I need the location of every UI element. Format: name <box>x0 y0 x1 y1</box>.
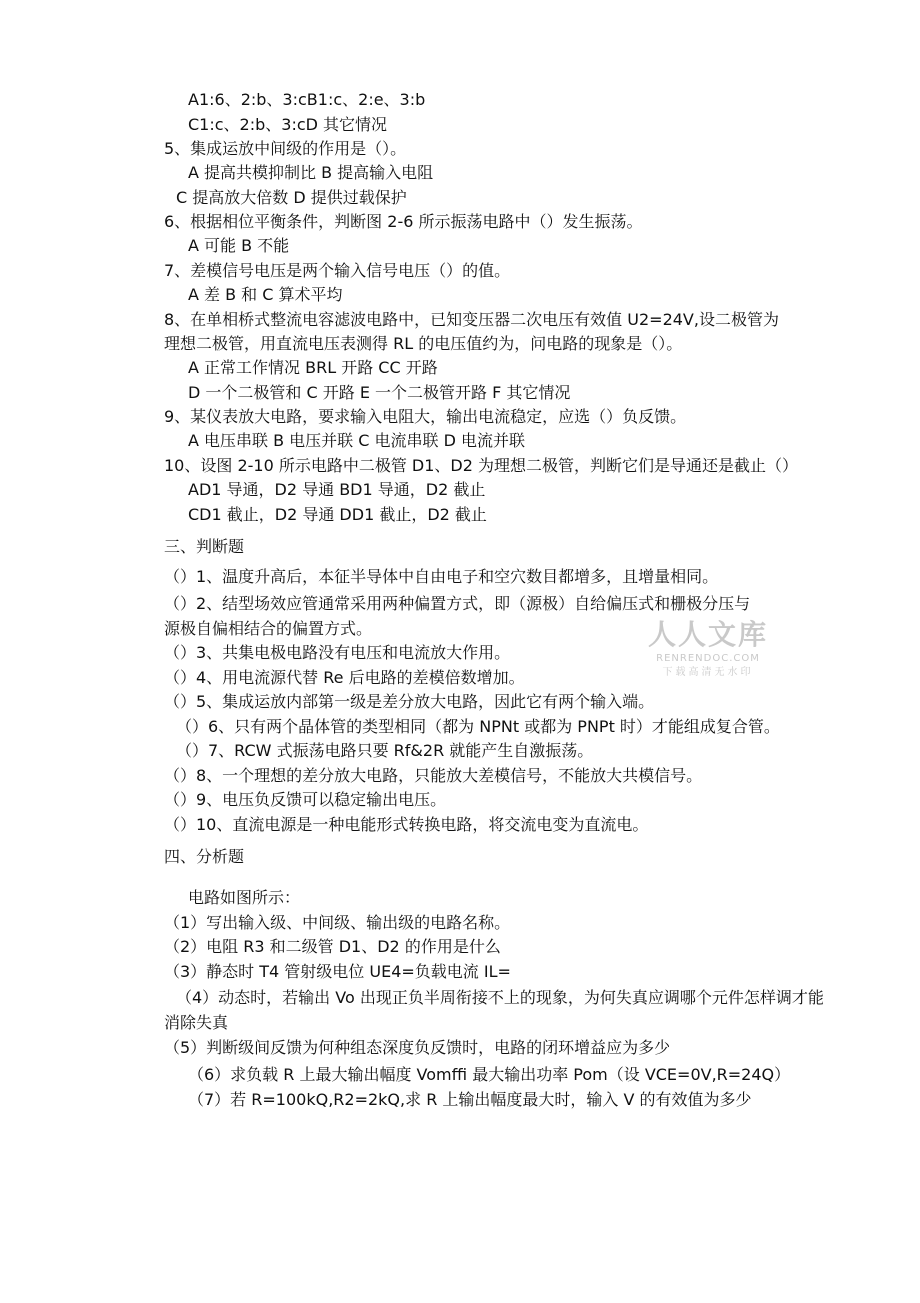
text-line: CD1 截止，D2 导通 DD1 截止，D2 截止 <box>188 505 487 524</box>
question-9: 9、某仪表放大电路，要求输入电阻大，输出电流稳定，应选（）负反馈。 <box>164 407 687 426</box>
judgement-2: （）2、结型场效应管通常采用两种偏置方式，即（源极）自给偏压式和栅极分压与 <box>164 594 751 613</box>
text-line: A 提高共模抑制比 B 提高输入电阻 <box>188 163 434 182</box>
analysis-item-6: （6）求负载 R 上最大输出幅度 Vomffi 最大输出功率 Pom（设 VCE=0V,R=24Q） <box>188 1065 791 1084</box>
judgement-1: （）1、温度升高后，本征半导体中自由电子和空穴数目都增多，且增量相同。 <box>164 567 719 586</box>
text-line: AD1 导通，D2 导通 BD1 导通，D2 截止 <box>188 480 486 499</box>
judgement-4: （）4、用电流源代替 Re 后电路的差模倍数增加。 <box>164 668 525 687</box>
judgement-7: （）7、RCW 式振荡电路只要 Rf&2R 就能产生自激振荡。 <box>176 741 594 760</box>
judgement-9: （）9、电压负反馈可以稳定输出电压。 <box>164 790 447 809</box>
text-line: A 正常工作情况 BRL 开路 CC 开路 <box>188 358 438 377</box>
watermark-title: 人人文库 <box>647 618 768 651</box>
question-10: 10、设图 2-10 所示电路中二极管 D1、D2 为理想二极管，判断它们是导通还是截止（） <box>164 456 799 475</box>
watermark-domain: RENRENDOC.COM <box>656 653 760 664</box>
question-8: 8、在单相桥式整流电容滤波电路中，已知变压器二次电压有效值 U2=24V,设二极管为 <box>164 310 779 329</box>
text-line: C 提高放大倍数 D 提供过载保护 <box>176 188 407 207</box>
judgement-6: （）6、只有两个晶体管的类型相同（都为 NPNt 或都为 PNPt 时）才能组成复合管。 <box>176 717 780 736</box>
text-line: 源极自偏相结合的偏置方式。 <box>164 619 373 638</box>
text-line: A 电压串联 B 电压并联 C 电流串联 D 电流并联 <box>188 431 526 450</box>
judgement-10: （）10、直流电源是一种电能形式转换电路，将交流电变为直流电。 <box>164 815 649 834</box>
text-line: A 可能 B 不能 <box>188 236 290 255</box>
text-line: 消除失真 <box>164 1013 229 1032</box>
question-6: 6、根据相位平衡条件，判断图 2-6 所示振荡电路中（）发生振荡。 <box>164 212 643 231</box>
text-line: A1:6、2:b、3:cB1:c、2:e、3:b <box>188 90 426 109</box>
question-7: 7、差模信号电压是两个输入信号电压（）的值。 <box>164 261 511 280</box>
judgement-8: （）8、一个理想的差分放大电路，只能放大差模信号，不能放大共模信号。 <box>164 766 703 785</box>
analysis-item-4: （4）动态时，若输出 Vo 出现正负半周衔接不上的现象，为何失真应调哪个元件怎样调才能 <box>176 988 824 1007</box>
judgement-3: （）3、共集电极电路没有电压和电流放大作用。 <box>164 643 511 662</box>
analysis-item-5: （5）判断级间反馈为何种组态深度负反馈时，电路的闭环增益应为多少 <box>164 1038 671 1057</box>
section-heading-judgement: 三、判断题 <box>164 537 245 556</box>
section-heading-analysis: 四、分析题 <box>164 847 245 866</box>
question-5: 5、集成运放中间级的作用是（）。 <box>164 139 407 158</box>
text-line: A 差 B 和 C 算术平均 <box>188 285 343 304</box>
text-line: D 一个二极管和 C 开路 E 一个二极管开路 F 其它情况 <box>188 383 571 402</box>
analysis-item-7: （7）若 R=100kQ,R2=2kQ,求 R 上输出幅度最大时，输入 V 的有效值为多少 <box>188 1090 752 1109</box>
watermark <box>640 618 776 680</box>
analysis-item-3: （3）静态时 T4 管射级电位 UE4=负载电流 IL= <box>164 962 511 981</box>
judgement-5: （）5、集成运放内部第一级是差分放大电路，因此它有两个输入端。 <box>164 692 655 711</box>
analysis-item-2: （2）电阻 R3 和二级管 D1、D2 的作用是什么 <box>164 937 501 956</box>
text-line: 理想二极管，用直流电压表测得 RL 的电压值约为，问电路的现象是（）。 <box>164 334 683 353</box>
text-line: C1:c、2:b、3:cD 其它情况 <box>188 115 388 134</box>
analysis-intro: 电路如图所示： <box>188 888 301 907</box>
analysis-item-1: （1）写出输入级、中间级、输出级的电路名称。 <box>164 913 511 932</box>
watermark-slogan: 下载高清无水印 <box>662 667 754 678</box>
